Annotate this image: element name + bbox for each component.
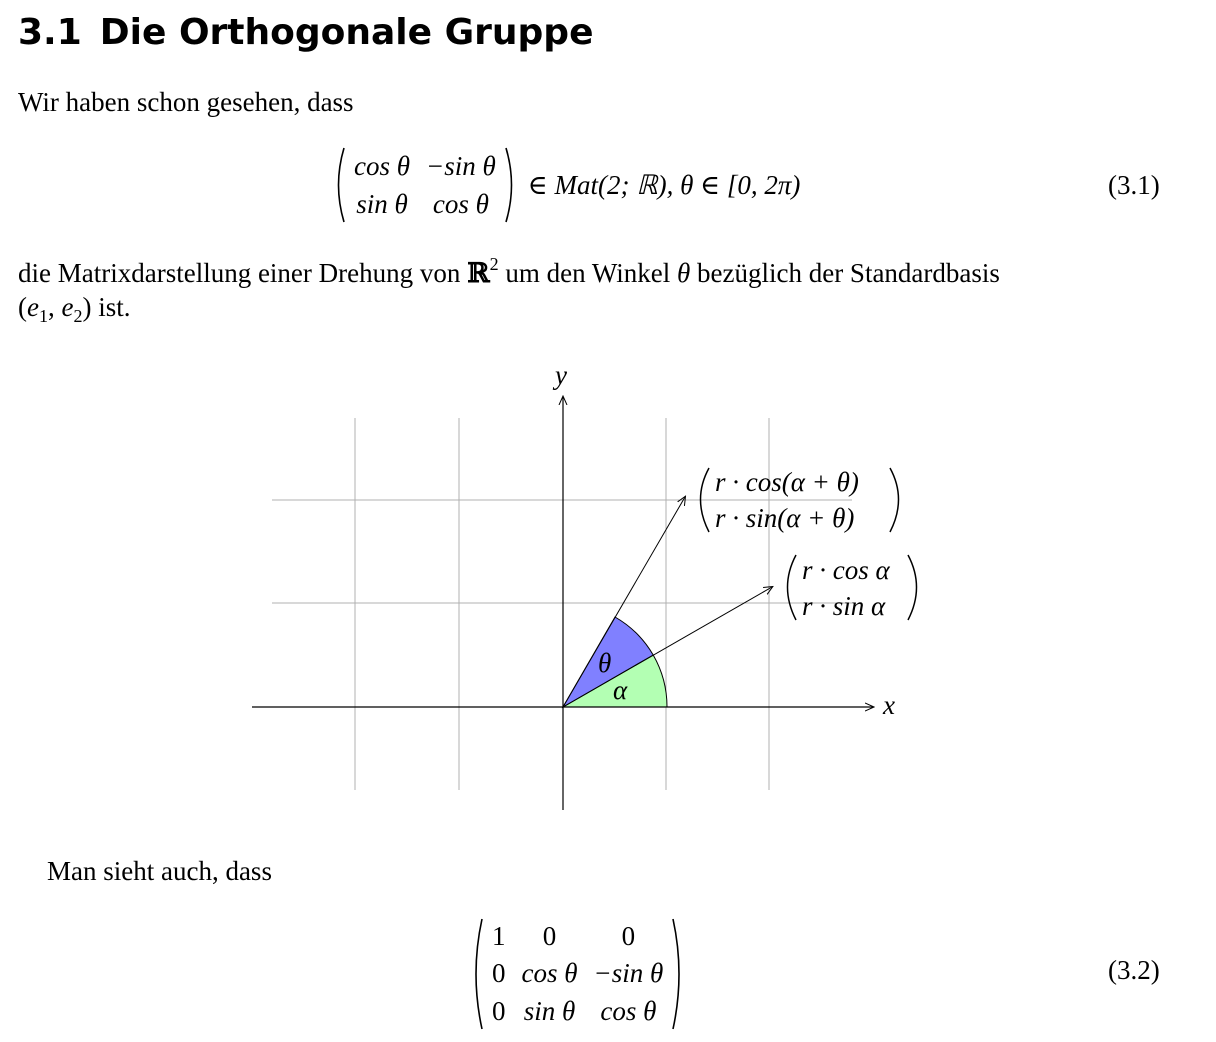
matrix-cell: sin θ — [356, 188, 408, 219]
equation-rest: ∈ Mat(2; ℝ), θ ∈ [0, 2π) — [527, 169, 801, 200]
y-axis-label: y — [555, 360, 567, 390]
section-number: 3.1 — [18, 12, 82, 53]
subscript: 2 — [73, 306, 83, 326]
rotation-matrix-3d — [470, 918, 685, 1030]
left-paren — [470, 918, 484, 1030]
matrix-cell: 0 — [492, 995, 506, 1026]
equation-3-2 — [470, 918, 685, 1030]
text-span: um den Winkel — [505, 258, 671, 288]
subscript: 1 — [38, 306, 48, 326]
paragraph-also: Man sieht auch, dass — [47, 856, 272, 886]
right-paren — [671, 918, 685, 1030]
matrix-cell: cos θ — [521, 958, 578, 989]
text-span: ist. — [98, 292, 131, 322]
equation-number-3-1: (3.1) — [1108, 170, 1160, 200]
vector-original — [563, 587, 772, 707]
matrix-cell: sin θ — [523, 995, 576, 1026]
matrix-cell: 1 — [492, 921, 506, 952]
alpha-label: α — [613, 675, 628, 705]
matrix-cell: cos θ — [354, 150, 411, 181]
matrix-cell: 0 — [621, 921, 636, 952]
section-title: Die Orthogonale Gruppe — [99, 12, 594, 53]
equation-number-3-2: (3.2) — [1108, 955, 1160, 985]
matrix-cell: 0 — [492, 958, 506, 989]
reals-symbol: ℝ — [467, 258, 490, 289]
text-span: bezüglich der Standardbasis — [697, 258, 1000, 288]
vector2-x: r · cos α — [802, 555, 890, 585]
vector1-y: r · sin(α + θ) — [715, 503, 855, 533]
matrix-cell: cos θ — [432, 188, 489, 219]
superscript: 2 — [489, 254, 499, 274]
vector1-label — [715, 464, 859, 536]
x-axis-label: x — [883, 690, 895, 720]
theta-symbol: θ — [676, 258, 691, 288]
matrix-cell: −sin θ — [426, 150, 496, 181]
vector2-y: r · sin α — [802, 591, 886, 621]
theta-label: θ — [598, 648, 612, 678]
vec1-right-paren — [890, 468, 899, 532]
vector1-x: r · cos(α + θ) — [715, 467, 859, 497]
matrix-cell: −sin θ — [593, 958, 664, 989]
vec2-left-paren — [788, 555, 797, 620]
paragraph-rotation-line2: ($e_1$, $e_2$) ist. — [18, 292, 131, 326]
paragraph-intro: Wir haben schon gesehen, dass — [18, 87, 354, 117]
matrix-cell: 0 — [542, 921, 557, 952]
text-span: die Matrixdarstellung einer Drehung von — [18, 258, 461, 288]
matrix-cell: cos θ — [600, 995, 657, 1026]
vec2-right-paren — [908, 555, 917, 620]
basis-e: e — [61, 292, 74, 322]
vector2-label — [802, 552, 890, 624]
basis-e: e — [27, 292, 39, 322]
